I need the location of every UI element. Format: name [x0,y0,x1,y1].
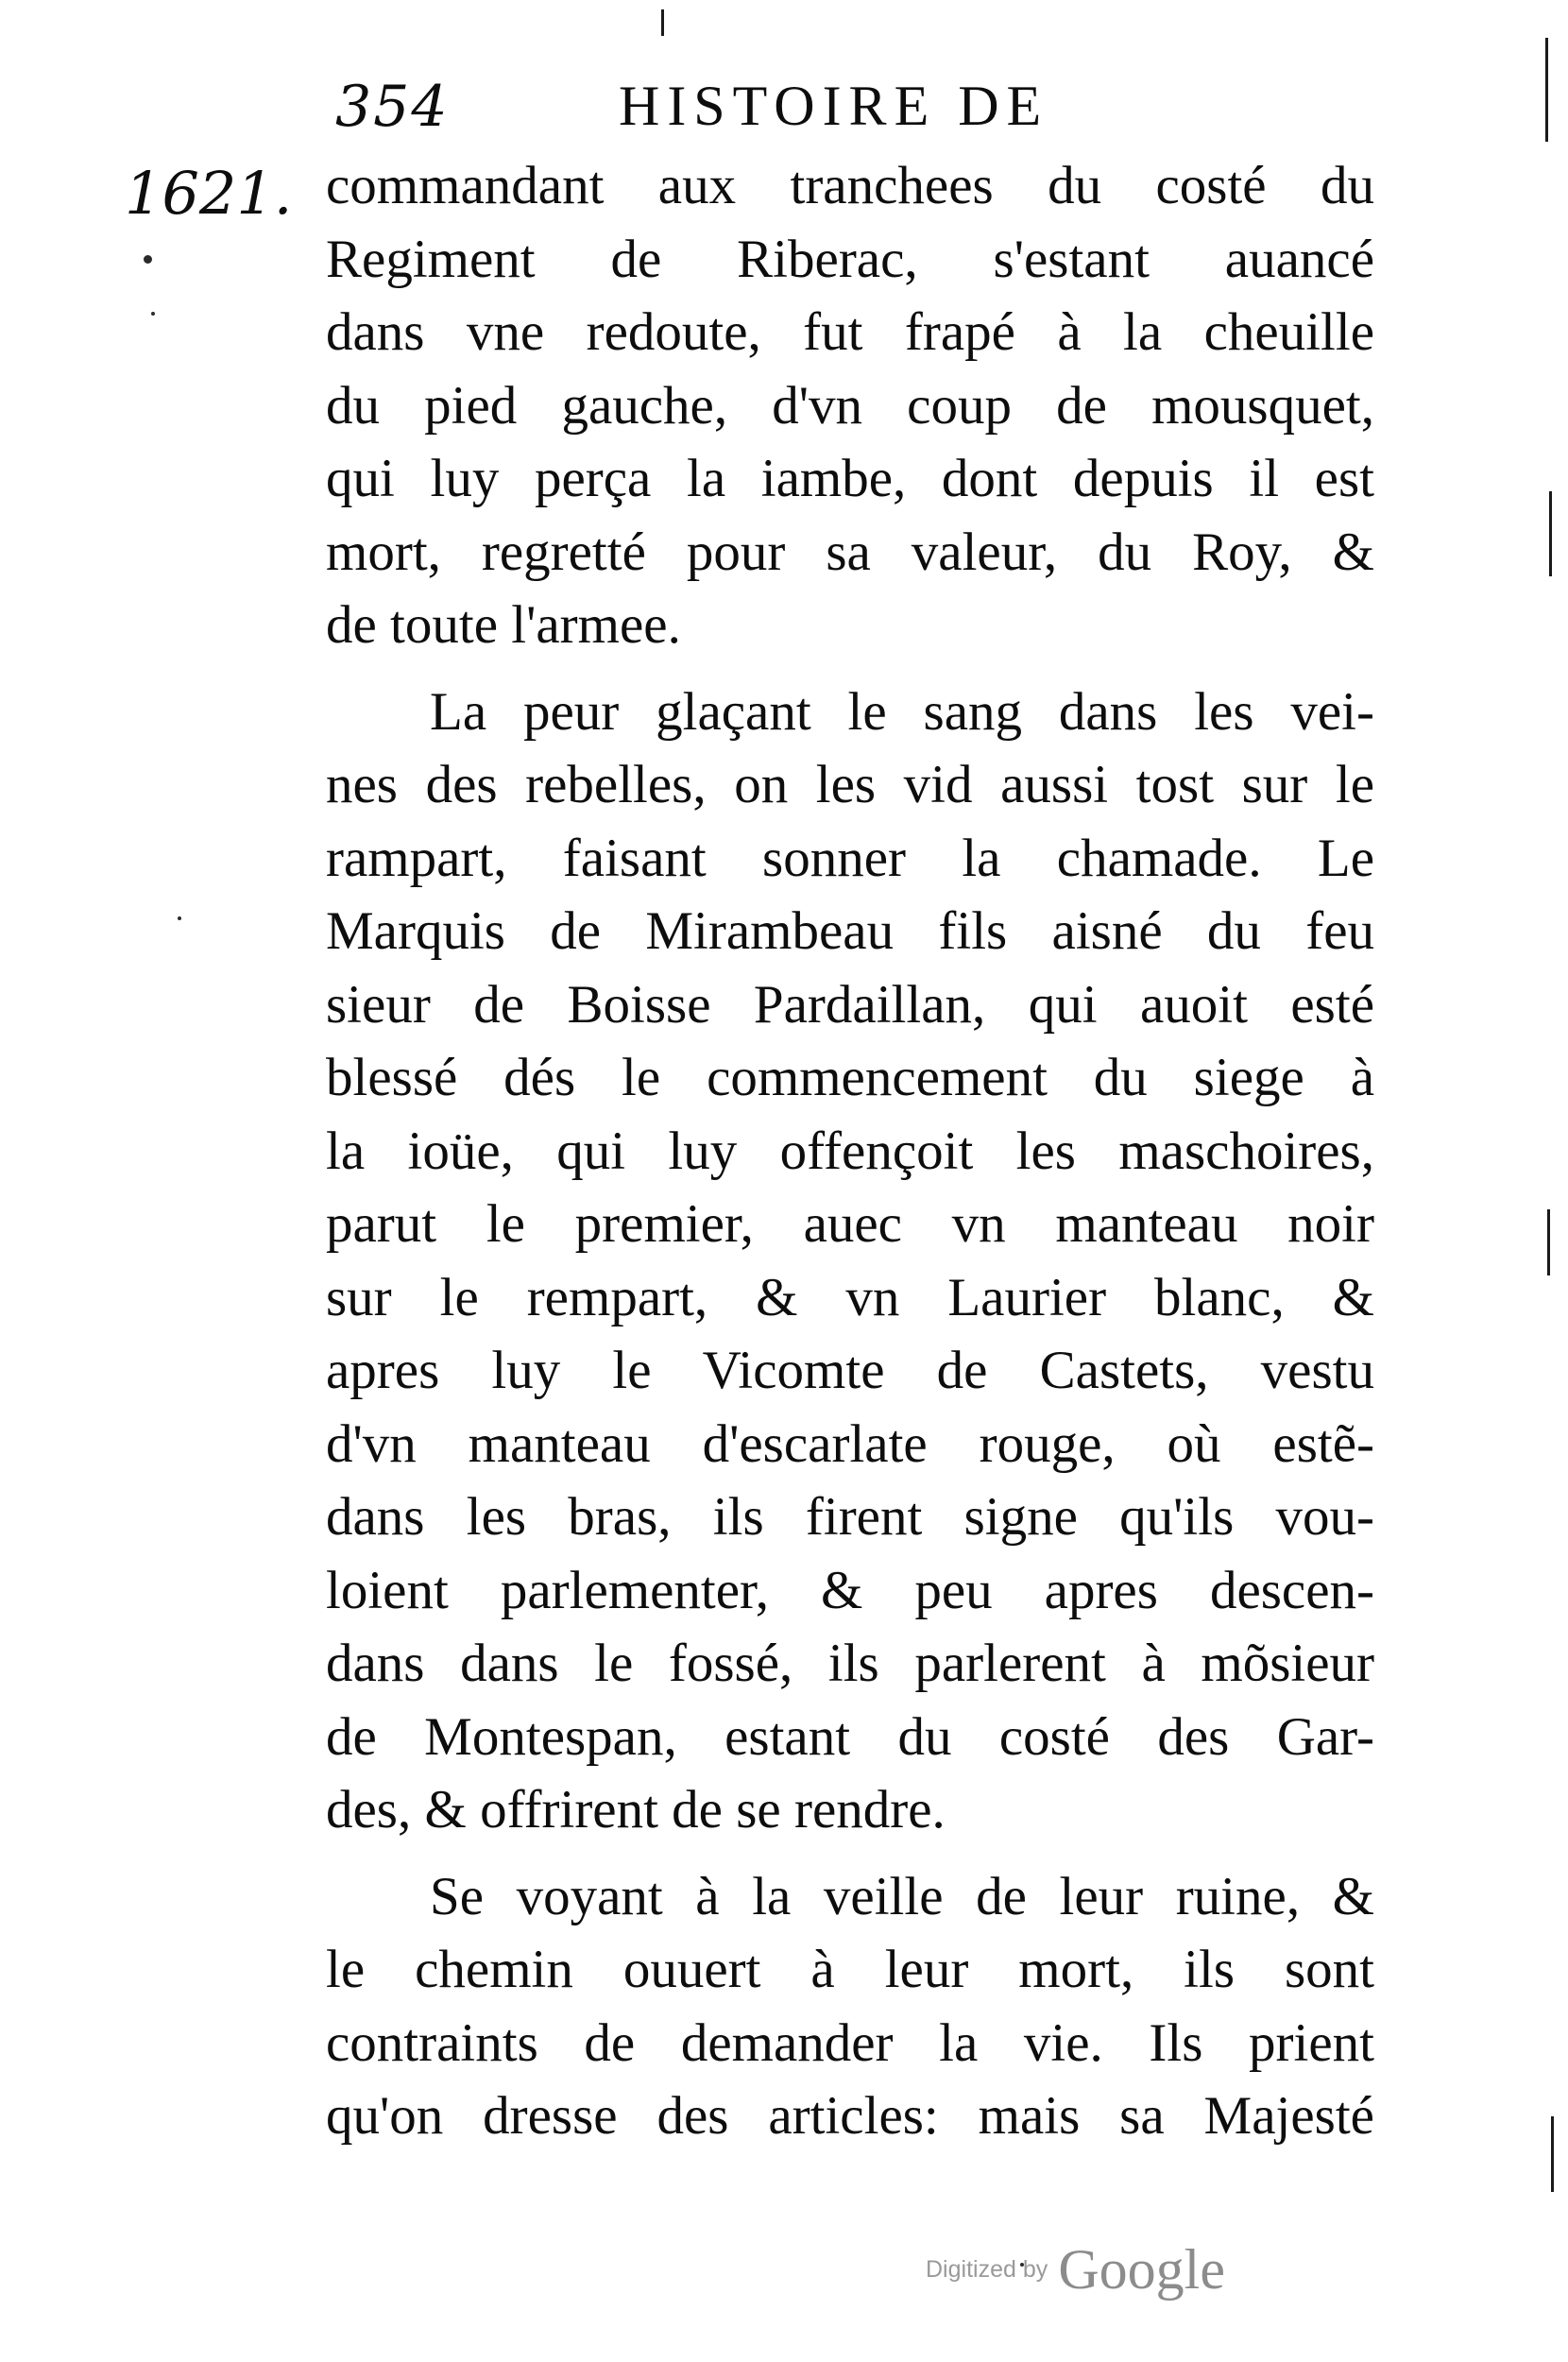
page-number: 354 [335,74,450,140]
text-line: du pied gauche, d'vn coup de mousquet, [326,375,1374,436]
google-watermark [926,2237,1225,2302]
margin-year: 1621. [125,159,293,228]
text-line: qu'on dresse des articles: mais sa Majesté [326,2086,1374,2146]
text-line: dans vne redoute, fut frapé à la cheuille [326,302,1374,362]
text-line: blessé dés le commencement du siege à [326,1048,1374,1107]
scan-edge-mark [661,9,664,36]
text-line: dans dans le fossé, ils parlerent à mõsieur [326,1634,1374,1693]
text-line: sur le rempart, & vn Laurier blanc, & [326,1267,1374,1327]
text-line: des, & offrirent de se rendre. [326,1780,946,1840]
digitized-by-label: Digitized by [926,2256,1048,2283]
paragraph-first-line: Se voyant à la veille de leur ruine, & [430,1866,1374,1926]
text-line: qui luy perça la iambe, dont depuis il est [326,449,1374,508]
scan-edge-mark [1547,1209,1550,1275]
text-line: mort, regretté pour sa valeur, du Roy, & [326,522,1374,582]
text-line: apres luy le Vicomte de Castets, vestu [326,1341,1374,1400]
text-line: d'vn manteau d'escarlate rouge, où estẽ- [326,1413,1374,1474]
running-title: HISTOIRE DE [619,75,1049,137]
text-line: nes des rebelles, on les vid aussi tost sur le [326,755,1374,814]
text-line: rampart, faisant sonner la chamade. Le [326,828,1374,888]
scan-speck [151,312,155,316]
text-line: contraints de demander la vie. Ils prient [326,2012,1374,2073]
text-line: de toute l'armee. [326,595,681,655]
body-text [326,149,1374,2153]
text-line: commandant aux tranchees du costé du [326,156,1374,215]
page-header [335,74,1185,149]
text-line: parut le premier, auec vn manteau noir [326,1194,1374,1254]
paragraph-first-line: La peur glaçant le sang dans les vei- [430,681,1374,742]
scan-speck [178,916,181,920]
scan-edge-mark [1551,2116,1554,2192]
text-line: loient parlementer, & peu apres descen- [326,1560,1374,1620]
text-line: de Montespan, estant du costé des Gar- [326,1706,1374,1767]
text-line: Regiment de Riberac, s'estant auancé [326,229,1374,289]
google-logo: Google [1058,2238,1225,2301]
scan-speck [144,255,152,264]
text-line: sieur de Boisse Pardaillan, qui auoit esté [326,974,1374,1035]
text-line: dans les bras, ils firent signe qu'ils vou- [326,1487,1374,1547]
scan-edge-mark [1545,38,1548,142]
scan-edge-mark [1549,491,1552,576]
text-line: la ioüe, qui luy offençoit les maschoires, [326,1121,1374,1181]
text-line: Marquis de Mirambeau fils aisné du feu [326,901,1374,961]
text-line: le chemin ouuert à leur mort, ils sont [326,1940,1374,1999]
